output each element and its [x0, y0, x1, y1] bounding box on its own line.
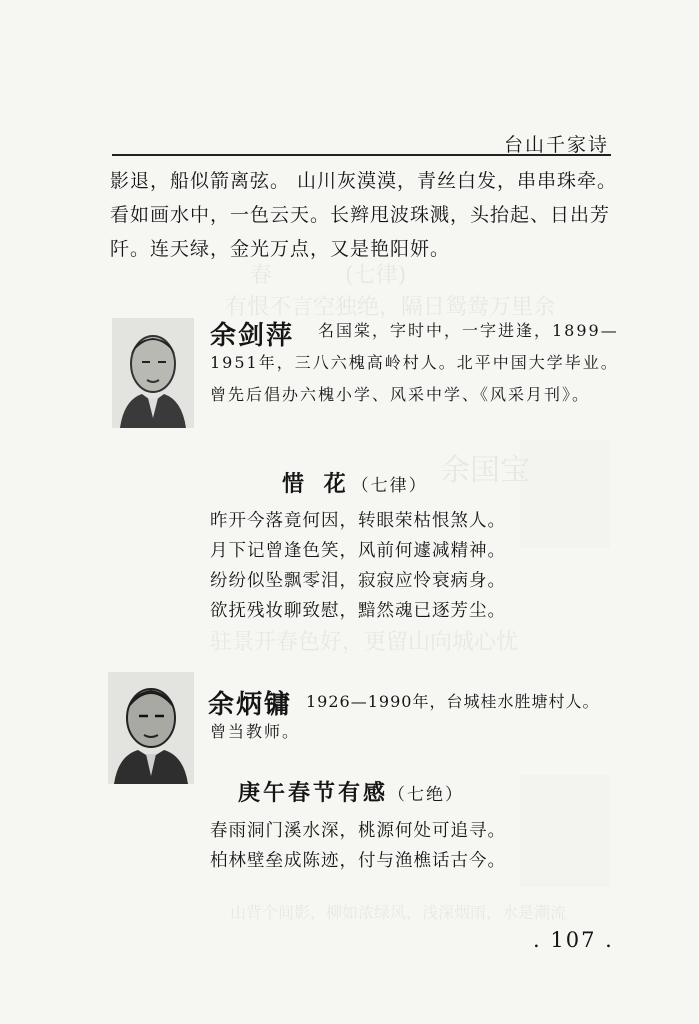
bleed-through: 余国宝 — [440, 453, 530, 488]
portrait-photo-icon — [112, 318, 194, 428]
poem-line: 月下记曾逢色笑，风前何遽减精神。 — [210, 541, 506, 561]
poet-bio-line: 1926—1990年，台城桂水胜塘村人。 — [306, 692, 600, 711]
poem-title-text: 惜 花 — [282, 472, 352, 497]
bleed-through-photo — [520, 775, 610, 887]
bleed-through: 驻景开春色好，更留山向城心忧 — [210, 630, 519, 655]
poet-bio-line: 曾当教师。 — [210, 722, 301, 741]
intro-paragraph: 影退，船似箭离弦。 山川灰漠漠，青丝白发，串串珠牵。看如画水中，一色云天。长辫甩波珠溅，头抬起、日出芳阡。连天绿，金光万点，又是艳阳妍。 — [110, 170, 618, 260]
bleed-through: 山背个间影，柳如浓绿风，浅深烟雨，水是潮流 — [230, 903, 567, 922]
poem-title — [282, 467, 428, 498]
running-header-title: 台山千家诗 — [503, 134, 609, 156]
page-number: . 107 . — [533, 928, 614, 952]
bleed-through: 有恨不言空独绝，隔日鸳鸯万里余 — [225, 295, 556, 320]
poet-name: 余剑萍 — [210, 321, 295, 351]
poem-title — [238, 776, 464, 807]
bleed-through-photo — [520, 440, 610, 548]
poet-bio: 名国棠，字时中，一字进逢，1899—1951年，三八六槐高岭村人。北平中国大学毕业。曾先后倡办六槐小学、风采中学、《风采月刊》。 — [210, 321, 619, 404]
portrait-photo-icon — [108, 672, 194, 784]
bleed-through: 春 (七律) — [250, 263, 407, 288]
poem-title-text: 庚午春节有感 — [238, 781, 389, 806]
poem-line: 春雨洞门溪水深，桃源何处可追寻。 — [210, 821, 506, 841]
poem-line: 欲抚残妆聊致慰，黯然魂已逐芳尘。 — [210, 601, 506, 621]
poem-line: 昨开今落竟何因，转眼荣枯恨煞人。 — [210, 511, 506, 531]
poem-body — [210, 506, 506, 626]
poem-line: 纷纷似坠飘零泪，寂寂应怜衰病身。 — [210, 571, 506, 591]
poet-name: 余炳镛 — [208, 690, 293, 720]
poem-body — [210, 816, 506, 876]
poem-form: （七律） — [351, 476, 428, 496]
poem-line: 柏林壁垒成陈迹，付与渔樵话古今。 — [210, 851, 506, 871]
poem-form: （七绝） — [388, 785, 465, 805]
header-rule — [112, 154, 611, 156]
